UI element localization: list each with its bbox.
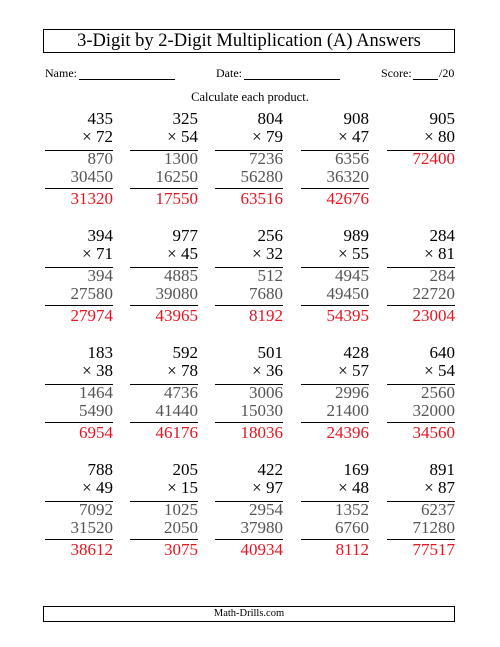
multiplicand: 640 <box>429 343 455 362</box>
problem-15 <box>387 342 455 447</box>
date-label: Date: <box>216 66 242 80</box>
problem-9 <box>301 225 369 330</box>
partial-product-2: 30450 <box>70 167 113 186</box>
partial-product-2: 31520 <box>70 518 113 537</box>
multiplicand: 592 <box>172 343 198 362</box>
multiplier: × 80 <box>424 127 455 146</box>
name-blank[interactable] <box>79 79 175 80</box>
multiplier: × 87 <box>424 478 455 497</box>
worksheet-title: 3-Digit by 2-Digit Multiplication (A) Answers <box>43 29 455 53</box>
sum-rule <box>387 539 455 540</box>
multiplicand: 394 <box>87 226 113 245</box>
problem-13 <box>215 342 283 447</box>
multiplier: × 97 <box>252 478 283 497</box>
sum-rule <box>45 422 113 423</box>
product-answer: 63516 <box>240 189 283 208</box>
multiplier: × 55 <box>338 244 369 263</box>
product-answer: 8112 <box>335 540 369 559</box>
sum-rule <box>215 422 283 423</box>
sum-rule <box>301 422 369 423</box>
partial-product-1: 284 <box>429 266 455 285</box>
sum-rule <box>387 305 455 306</box>
multiplier: × 71 <box>82 244 113 263</box>
answer-rule <box>215 501 283 502</box>
partial-product-1: 3006 <box>249 383 283 402</box>
answer-rule <box>45 267 113 268</box>
multiplier: × 49 <box>82 478 113 497</box>
answer-rule <box>301 150 369 151</box>
problem-18 <box>215 459 283 564</box>
partial-product-2: 5490 <box>79 401 113 420</box>
problem-4 <box>301 108 369 213</box>
product-answer: 46176 <box>155 423 198 442</box>
partial-product-1: 4885 <box>164 266 198 285</box>
product-answer: 54395 <box>326 306 369 325</box>
student-info-row <box>0 66 500 86</box>
multiplicand: 989 <box>343 226 369 245</box>
partial-product-1: 1300 <box>164 149 198 168</box>
product-answer: 72400 <box>412 149 455 168</box>
problem-1 <box>45 108 113 213</box>
partial-product-2: 16250 <box>155 167 198 186</box>
sum-rule <box>301 305 369 306</box>
answer-rule <box>45 384 113 385</box>
multiplicand: 788 <box>87 460 113 479</box>
multiplicand: 908 <box>343 109 369 128</box>
problem-6 <box>45 225 113 330</box>
multiplier: × 38 <box>82 361 113 380</box>
score-blank[interactable] <box>413 79 438 80</box>
sum-rule <box>130 188 198 189</box>
partial-product-2: 37980 <box>240 518 283 537</box>
multiplicand: 428 <box>343 343 369 362</box>
score-label: Score: <box>381 66 412 80</box>
partial-product-1: 4736 <box>164 383 198 402</box>
answer-rule <box>215 267 283 268</box>
product-answer: 17550 <box>155 189 198 208</box>
answer-rule <box>387 384 455 385</box>
multiplier: × 32 <box>252 244 283 263</box>
product-answer: 6954 <box>79 423 113 442</box>
partial-product-1: 1464 <box>79 383 113 402</box>
multiplier: × 36 <box>252 361 283 380</box>
partial-product-1: 1025 <box>164 500 198 519</box>
answer-rule <box>130 384 198 385</box>
partial-product-1: 394 <box>87 266 113 285</box>
product-answer: 23004 <box>412 306 455 325</box>
partial-product-2: 6760 <box>335 518 369 537</box>
product-answer: 77517 <box>412 540 455 559</box>
multiplier: × 47 <box>338 127 369 146</box>
partial-product-1: 512 <box>257 266 283 285</box>
name-label: Name: <box>45 66 77 80</box>
sum-rule <box>130 539 198 540</box>
partial-product-2: 15030 <box>240 401 283 420</box>
answer-rule <box>301 267 369 268</box>
date-blank[interactable] <box>244 79 340 80</box>
partial-product-2: 32000 <box>412 401 455 420</box>
partial-product-2: 49450 <box>326 284 369 303</box>
product-answer: 18036 <box>240 423 283 442</box>
product-answer: 38612 <box>70 540 113 559</box>
partial-product-1: 7236 <box>249 149 283 168</box>
answer-rule <box>130 150 198 151</box>
multiplier: × 57 <box>338 361 369 380</box>
problem-7 <box>130 225 198 330</box>
sum-rule <box>215 539 283 540</box>
problem-19 <box>301 459 369 564</box>
score-total: /20 <box>439 66 455 80</box>
product-answer: 8192 <box>249 306 283 325</box>
multiplier: × 54 <box>167 127 198 146</box>
answer-rule <box>130 267 198 268</box>
product-answer: 3075 <box>164 540 198 559</box>
multiplier: × 72 <box>82 127 113 146</box>
footer-credit: Math-Drills.com <box>43 606 455 622</box>
multiplicand: 435 <box>87 109 113 128</box>
multiplier: × 45 <box>167 244 198 263</box>
sum-rule <box>387 422 455 423</box>
problems-grid <box>45 108 455 558</box>
sum-rule <box>301 539 369 540</box>
multiplier: × 78 <box>167 361 198 380</box>
product-answer: 24396 <box>326 423 369 442</box>
problem-5 <box>387 108 455 213</box>
multiplicand: 804 <box>257 109 283 128</box>
problem-11 <box>45 342 113 447</box>
multiplicand: 977 <box>172 226 198 245</box>
problem-8 <box>215 225 283 330</box>
partial-product-2: 7680 <box>249 284 283 303</box>
partial-product-1: 2954 <box>249 500 283 519</box>
multiplier: × 79 <box>252 127 283 146</box>
product-answer: 43965 <box>155 306 198 325</box>
multiplicand: 422 <box>257 460 283 479</box>
problem-20 <box>387 459 455 564</box>
multiplier: × 15 <box>167 478 198 497</box>
multiplicand: 169 <box>343 460 369 479</box>
product-answer: 42676 <box>326 189 369 208</box>
multiplicand: 183 <box>87 343 113 362</box>
sum-rule <box>130 305 198 306</box>
partial-product-2: 2050 <box>164 518 198 537</box>
partial-product-1: 870 <box>87 149 113 168</box>
answer-rule <box>301 501 369 502</box>
answer-rule <box>387 267 455 268</box>
answer-rule <box>215 384 283 385</box>
partial-product-1: 2996 <box>335 383 369 402</box>
multiplicand: 256 <box>257 226 283 245</box>
multiplier: × 54 <box>424 361 455 380</box>
sum-rule <box>301 188 369 189</box>
sum-rule <box>45 188 113 189</box>
partial-product-1: 4945 <box>335 266 369 285</box>
partial-product-2: 21400 <box>326 401 369 420</box>
answer-rule <box>45 501 113 502</box>
answer-rule <box>301 384 369 385</box>
multiplier: × 81 <box>424 244 455 263</box>
sum-rule <box>45 305 113 306</box>
partial-product-2: 27580 <box>70 284 113 303</box>
multiplicand: 501 <box>257 343 283 362</box>
product-answer: 27974 <box>70 306 113 325</box>
partial-product-2: 39080 <box>155 284 198 303</box>
answer-rule <box>215 150 283 151</box>
partial-product-2: 22720 <box>412 284 455 303</box>
partial-product-2: 36320 <box>326 167 369 186</box>
sum-rule <box>45 539 113 540</box>
problem-2 <box>130 108 198 213</box>
instructions: Calculate each product. <box>191 90 309 104</box>
problem-14 <box>301 342 369 447</box>
sum-rule <box>215 188 283 189</box>
answer-rule <box>387 150 455 151</box>
sum-rule <box>130 422 198 423</box>
problem-12 <box>130 342 198 447</box>
answer-rule <box>45 150 113 151</box>
partial-product-2: 41440 <box>155 401 198 420</box>
partial-product-1: 6356 <box>335 149 369 168</box>
multiplicand: 905 <box>429 109 455 128</box>
answer-rule <box>130 501 198 502</box>
problem-17 <box>130 459 198 564</box>
problem-3 <box>215 108 283 213</box>
multiplicand: 205 <box>172 460 198 479</box>
partial-product-2: 56280 <box>240 167 283 186</box>
partial-product-1: 6237 <box>421 500 455 519</box>
partial-product-1: 1352 <box>335 500 369 519</box>
sum-rule <box>215 305 283 306</box>
partial-product-1: 7092 <box>79 500 113 519</box>
multiplier: × 48 <box>338 478 369 497</box>
answer-rule <box>387 501 455 502</box>
partial-product-1: 2560 <box>421 383 455 402</box>
multiplicand: 325 <box>172 109 198 128</box>
product-answer: 31320 <box>70 189 113 208</box>
product-answer: 40934 <box>240 540 283 559</box>
multiplicand: 284 <box>429 226 455 245</box>
multiplicand: 891 <box>429 460 455 479</box>
problem-16 <box>45 459 113 564</box>
partial-product-2: 71280 <box>412 518 455 537</box>
problem-10 <box>387 225 455 330</box>
product-answer: 34560 <box>412 423 455 442</box>
